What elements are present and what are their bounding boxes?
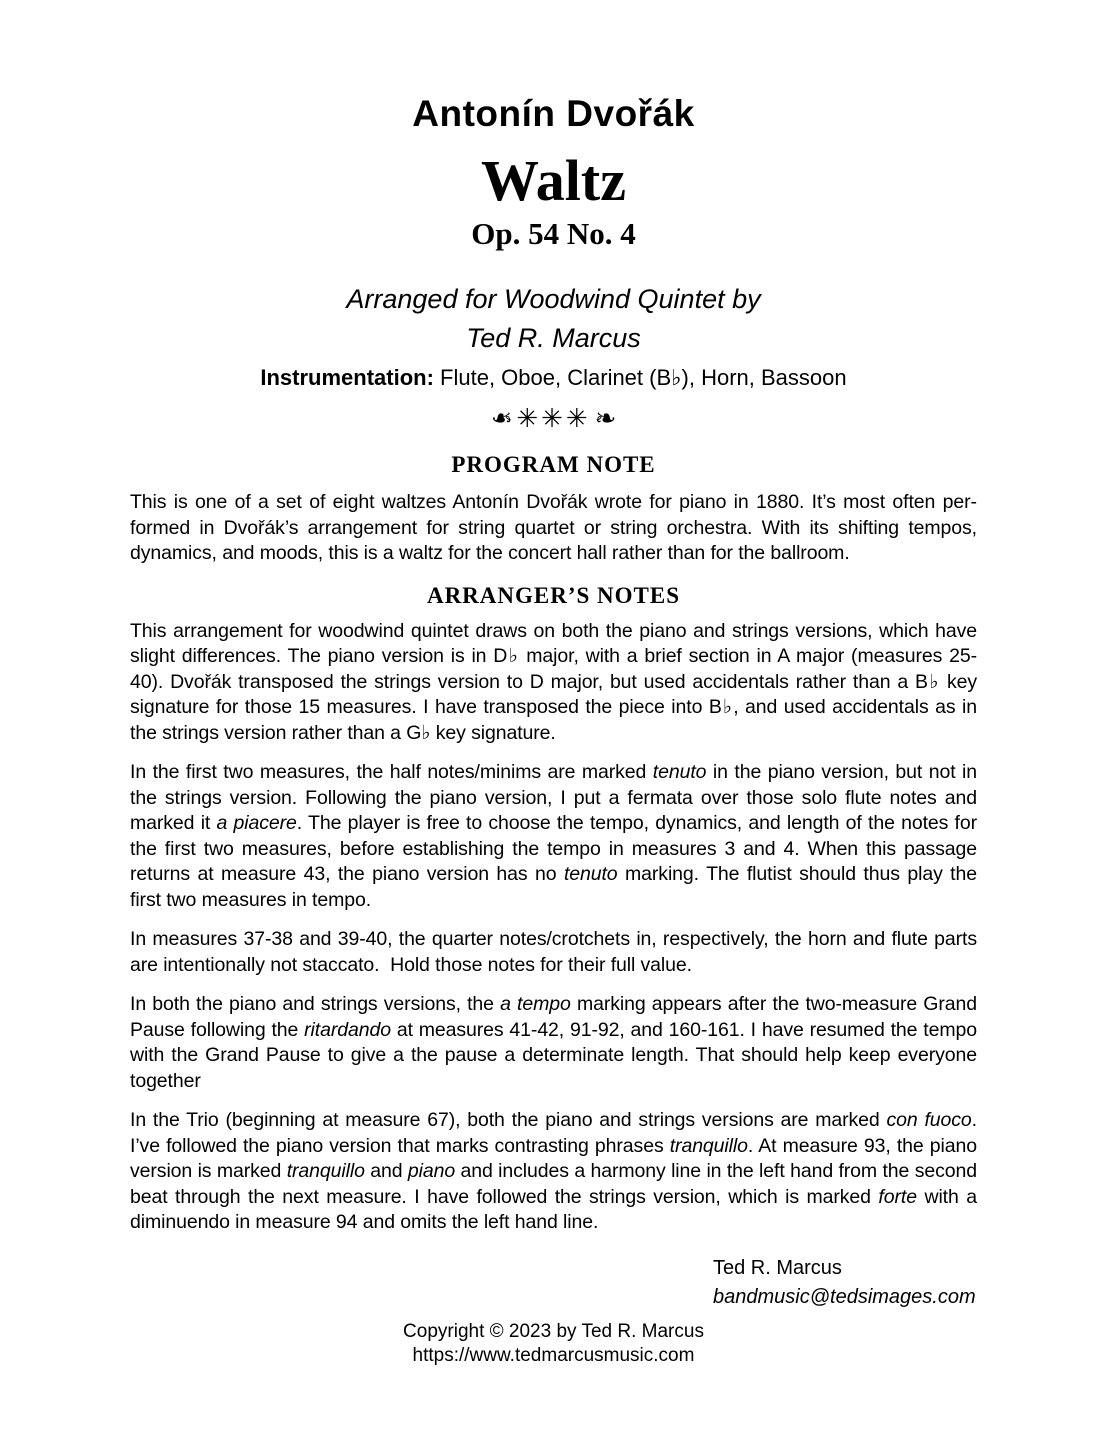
ornament-divider [130, 402, 977, 434]
arrangers-note-paragraph: In measures 37-38 and 39-40, the quarter notes/crotchets in, respectively, the horn and flute parts are intentionally not staccato. Hold those notes for their full value. [130, 928, 977, 976]
arranged-for-line: Arranged for Woodwind Quintet by [346, 284, 761, 314]
arrangers-notes-heading: ARRANGER’S NOTES [426, 582, 681, 608]
signature-email: bandmusic@tedsimages.com [713, 1285, 976, 1308]
signature-name: Ted R. Marcus [713, 1256, 842, 1279]
arranger-name: Ted R. Marcus [466, 323, 641, 353]
arrangers-note-paragraph: This arrangement for woodwind quintet draws on both the piano and strings versions, which have slight differences. The piano version is in D♭ major, with a brief section in A major (measures 25-40). Dvořák transposed the strings version to D major, but used accidentals rather than a B♭ key signature for those 15 measures. I have transposed the piece into B♭, and used accidentals as in the strings version rather than a G♭ key signature. [130, 619, 977, 744]
program-note-heading: PROGRAM NOTE [451, 452, 656, 477]
arrangers-note-paragraph: In both the piano and strings versions, the a tempo marking appears after the two-measure Grand Pause following the ritardando at measures 41-42, 91-92, and 160-161. I have resumed the tempo with the Grand Pause to give a the pause a determinate length. That should help keep everyone together [130, 993, 977, 1092]
instrumentation-line [130, 364, 977, 392]
program-note-paragraph: This is one of a set of eight waltzes Antonín Dvořák wrote for piano in 1880. It’s most often performed in Dvořák’s arrangement for string quartet or string orchestra. With its shifting tempos, dynamics, and moods, this is a waltz for the concert hall rather than for the ballroom. [130, 491, 977, 564]
arrangers-note-paragraph: In the first two measures, the half notes/minims are marked tenuto in the piano version, but not in the strings version. Following the piano version, I put a fermata over those solo flute notes and marked it a piacere. The player is free to choose the tempo, dynamics, and length of the notes for the first two measures, before establishing the tempo in measures 3 and 4. When this passage returns at measure 43, the piano version has no tenuto marking. The flutist should thus play the first two measures in tempo. [130, 761, 978, 911]
copyright-line: Copyright © 2023 by Ted R. Marcus [403, 1320, 704, 1342]
instrumentation-label: Instrumentation: [260, 365, 434, 390]
piece-title: Waltz [481, 148, 626, 213]
copyright-block [130, 1320, 977, 1369]
composer-name: Antonín Dvořák [412, 93, 695, 134]
website-line: https://www.tedmarcusmusic.com [412, 1345, 695, 1366]
signature-block [713, 1254, 977, 1312]
arrangers-note-paragraph: In the Trio (beginning at measure 67), both the piano and strings versions are marked con fuoco. I’ve followed the piano version that marks contrasting phrases tranquillo. At measure 93, the piano version is marked tranquillo and piano and includes a harmony line in the left hand from the second beat through the next measure. I have followed the strings version, which is marked forte with a diminuendo in measure 94 and omits the left hand line. [130, 1109, 977, 1233]
left-scroll-icon: ❧ [489, 403, 513, 433]
opus-number: Op. 54 No. 4 [471, 216, 636, 251]
arranger-credit [130, 280, 977, 358]
instrumentation-list: Flute, Oboe, Clarinet (B♭), Horn, Bassoon [433, 365, 847, 390]
right-scroll-icon: ❧ [594, 403, 618, 433]
asterisk-stars-icon: ✳✳✳ [516, 403, 591, 433]
